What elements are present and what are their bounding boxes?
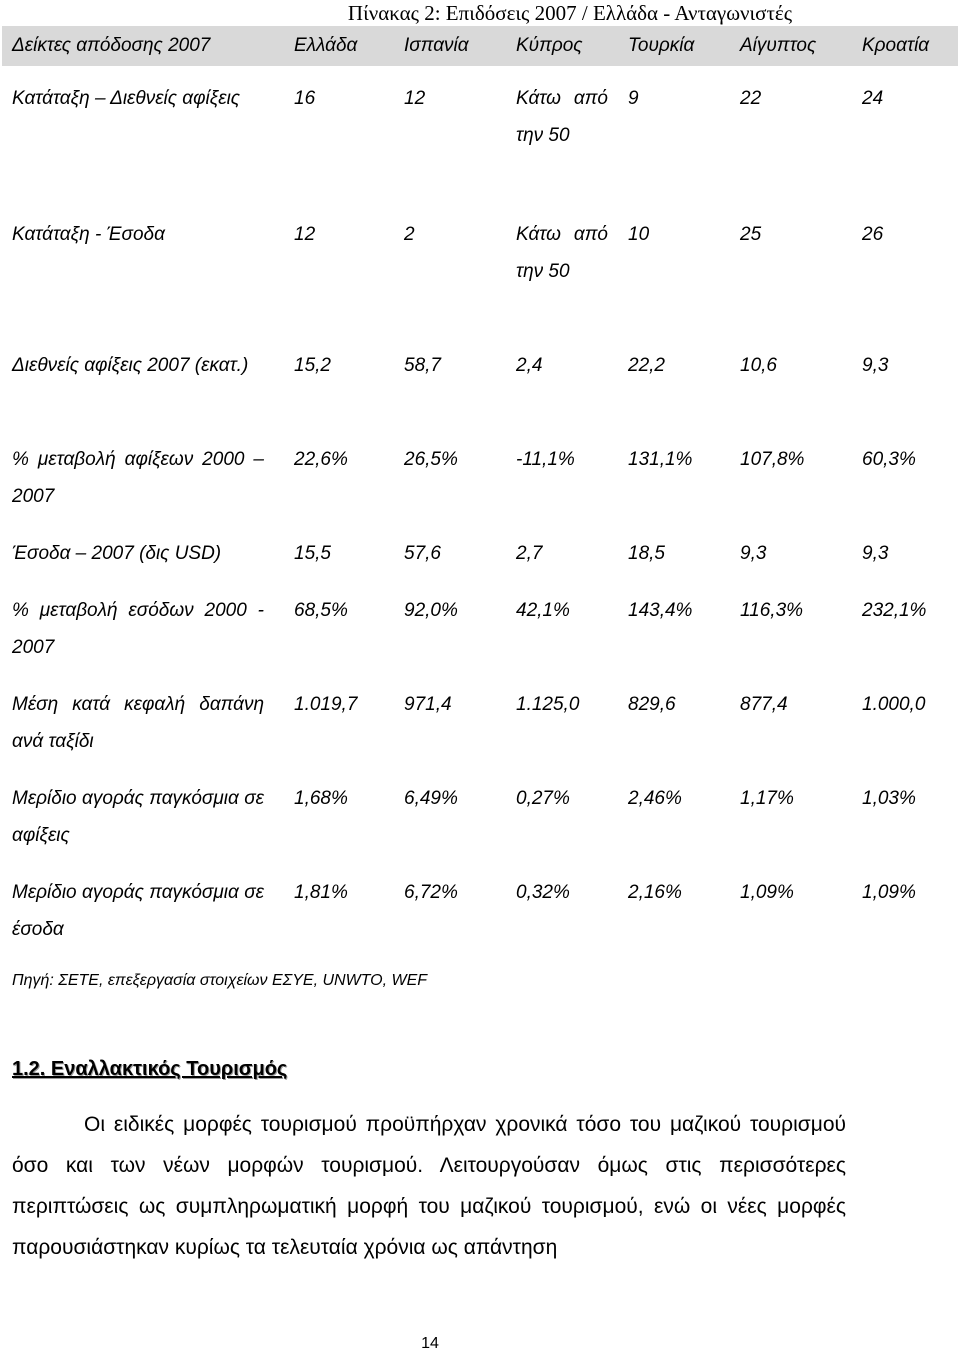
table-cell: 1,81% bbox=[294, 882, 348, 903]
table-cell: 1,68% bbox=[294, 788, 348, 809]
performance-table bbox=[2, 26, 958, 948]
table-cell: 2,46% bbox=[628, 788, 682, 809]
table-cell: 16 bbox=[294, 88, 316, 109]
table-cell: 116,3% bbox=[740, 600, 804, 621]
table-cell: 24 bbox=[862, 88, 884, 109]
table-cell: 57,6 bbox=[404, 543, 441, 564]
table-cell: 1,03% bbox=[862, 788, 916, 809]
row-label: Κατάταξη - Έσοδα bbox=[12, 224, 165, 245]
table-cell: 10,6 bbox=[740, 355, 777, 376]
row-label: Κατάταξη – Διεθνείς αφίξεις bbox=[12, 88, 241, 109]
table-cell: 131,1% bbox=[628, 449, 693, 470]
table-cell: 1,09% bbox=[862, 882, 916, 903]
body-paragraph: Οι ειδικές μορφές τουρισμού προϋπήρχαν χρονικά τόσο του μαζικού τουρισμού όσο και των νέων μορφών τουρισμού. Λειτουργούσαν όμως στις περισσότερες περιπτώσεις ως συμπληρωματική μορφή του μαζικού τουρισμού, ενώ οι νέες μορφές παρουσιάστηκαν κυρίως τα τελευταία χρόνια ως απάντηση bbox=[12, 1113, 846, 1259]
header-greece: Ελλάδα bbox=[284, 26, 394, 66]
table-cell: 26 bbox=[862, 224, 884, 245]
table-cell: Κάτω από την 50 bbox=[516, 224, 608, 282]
table-cell: 1.000,0 bbox=[862, 694, 926, 715]
table-cell: 26,5% bbox=[404, 449, 458, 470]
table-row bbox=[2, 874, 958, 948]
table-cell: 2,16% bbox=[628, 882, 682, 903]
table-cell: 971,4 bbox=[404, 694, 452, 715]
table-cell: 9,3 bbox=[862, 355, 889, 376]
table-cell: 1,17% bbox=[740, 788, 794, 809]
table-cell: 58,7 bbox=[404, 355, 441, 376]
table-cell: 12 bbox=[404, 88, 426, 109]
table-cell: 9 bbox=[628, 88, 639, 109]
row-label: % μεταβολή εσόδων 2000 - 2007 bbox=[12, 600, 264, 658]
table-cell: 12 bbox=[294, 224, 316, 245]
table-cell: 9,3 bbox=[862, 543, 889, 564]
table-cell: 10 bbox=[628, 224, 650, 245]
section-heading: 1.2. Εναλλακτικός Τουρισμός bbox=[12, 1058, 288, 1080]
table-cell: 68,5% bbox=[294, 600, 348, 621]
table-cell: 107,8% bbox=[740, 449, 805, 470]
table-cell: 1,09% bbox=[740, 882, 794, 903]
table-cell: 232,1% bbox=[862, 600, 927, 621]
header-indicators: Δείκτες απόδοσης 2007 bbox=[2, 26, 284, 66]
row-label: Μερίδιο αγοράς παγκόσμια σε έσοδα bbox=[12, 882, 264, 940]
table-cell: 6,49% bbox=[404, 788, 458, 809]
table-cell: 60,3% bbox=[862, 449, 916, 470]
table-row bbox=[2, 535, 958, 592]
table-row bbox=[2, 216, 958, 347]
table-row bbox=[2, 780, 958, 874]
row-label: Διεθνείς αφίξεις 2007 (εκατ.) bbox=[12, 355, 249, 376]
source-note: Πηγή: ΣΕΤΕ, επεξεργασία στοιχείων ΕΣΥΕ, UNWTO, WEF bbox=[12, 972, 428, 989]
table-cell: Κάτω από την 50 bbox=[516, 88, 608, 146]
table-cell: 2,7 bbox=[516, 543, 543, 564]
table-cell: 22 bbox=[740, 88, 762, 109]
page-number: 14 bbox=[421, 1335, 439, 1352]
row-label: % μεταβολή αφίξεων 2000 – 2007 bbox=[12, 449, 264, 507]
row-label: Μέση κατά κεφαλή δαπάνη ανά ταξίδι bbox=[12, 694, 264, 752]
table-cell: 2,4 bbox=[516, 355, 543, 376]
table-cell: 15,2 bbox=[294, 355, 331, 376]
table-cell: 1.125,0 bbox=[516, 694, 580, 715]
table-cell: 15,5 bbox=[294, 543, 331, 564]
table-row bbox=[2, 592, 958, 686]
table-cell: 92,0% bbox=[404, 600, 458, 621]
table-cell: 25 bbox=[740, 224, 762, 245]
table-cell: 2 bbox=[404, 224, 415, 245]
header-turkey: Τουρκία bbox=[618, 26, 730, 66]
table-header-row bbox=[2, 26, 958, 66]
table-cell: 0,27% bbox=[516, 788, 570, 809]
table-cell: 9,3 bbox=[740, 543, 767, 564]
table-caption-text: Πίνακας 2: Επιδόσεις 2007 / Ελλάδα - Ανταγωνιστές bbox=[347, 1, 793, 25]
table-cell: 22,6% bbox=[294, 449, 348, 470]
header-egypt: Αίγυπτος bbox=[730, 26, 852, 66]
table-row bbox=[2, 686, 958, 780]
table-cell: 6,72% bbox=[404, 882, 458, 903]
header-cyprus: Κύπρος bbox=[506, 26, 618, 66]
table-cell: 143,4% bbox=[628, 600, 693, 621]
header-spain: Ισπανία bbox=[394, 26, 506, 66]
table-cell: -11,1% bbox=[516, 449, 575, 470]
table-cell: 877,4 bbox=[740, 694, 788, 715]
table-cell: 1.019,7 bbox=[294, 694, 358, 715]
row-label: Έσοδα – 2007 (δις USD) bbox=[12, 543, 222, 564]
header-croatia: Κροατία bbox=[852, 26, 958, 66]
table-cell: 0,32% bbox=[516, 882, 570, 903]
table-cell: 22,2 bbox=[628, 355, 665, 376]
table-row bbox=[2, 347, 958, 441]
table-caption bbox=[0, 0, 960, 26]
row-label: Μερίδιο αγοράς παγκόσμια σε αφίξεις bbox=[12, 788, 264, 846]
table-cell: 42,1% bbox=[516, 600, 570, 621]
table-row bbox=[2, 66, 958, 216]
table-cell: 829,6 bbox=[628, 694, 676, 715]
table-cell: 18,5 bbox=[628, 543, 665, 564]
table-row bbox=[2, 441, 958, 535]
